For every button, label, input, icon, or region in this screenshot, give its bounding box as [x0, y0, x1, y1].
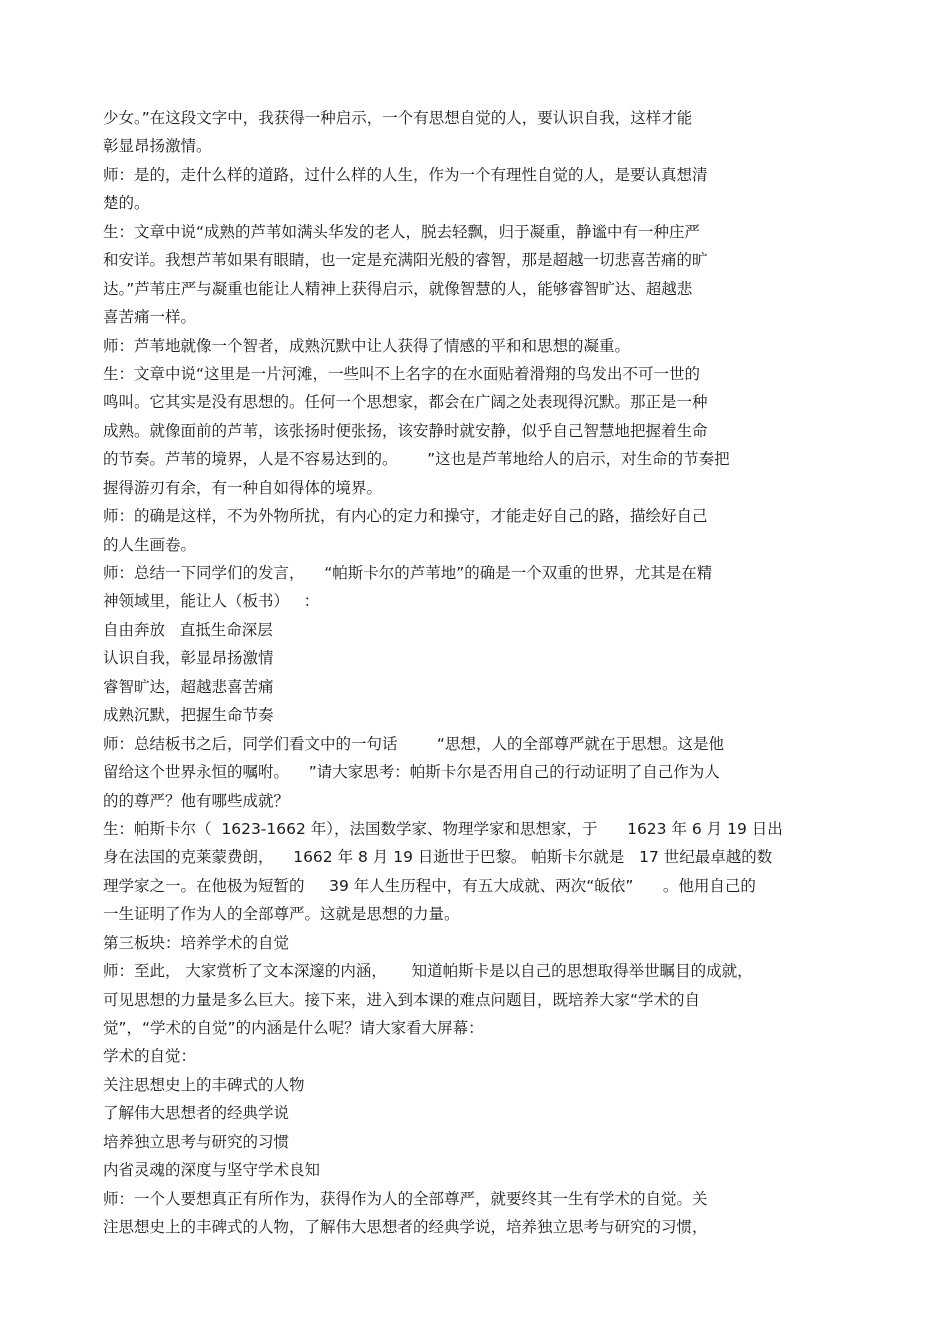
text-line: 彰显昂扬激情。 — [103, 137, 212, 156]
text-line: 成熟。就像面前的芦苇，该张扬时便张扬，该安静时就安静，似乎自己智慧地把握着生命 — [103, 421, 708, 440]
text-line: 师：一个人要想真正有所作为，获得作为人的全部尊严，就要终其一生有学术的自觉。关 — [103, 1189, 708, 1208]
text-line: 鸣叫。它其实是没有思想的。任何一个思想家，都会在广阔之处表现得沉默。那正是一种 — [103, 393, 708, 412]
text-line: 楚的。 — [103, 194, 150, 213]
text-line: 觉”，“学术的自觉”的内涵是什么呢？请大家看大屏幕： — [103, 1019, 484, 1037]
text-line: 握得游刃有余，有一种自如得体的境界。 — [103, 478, 383, 497]
list-item: 了解伟大思想者的经典学说 — [103, 1104, 290, 1123]
board-note-line: 睿智旷达，超越悲喜苦痛 — [103, 677, 274, 696]
list-heading: 学术的自觉： — [103, 1047, 197, 1066]
board-note-line: 认识自我，彰显昂扬激情 — [103, 649, 274, 668]
text-line: 师：至此， 大家赏析了文本深邃的内涵， 知道帕斯卡是以自己的思想取得举世瞩目的成就， — [103, 962, 753, 981]
text-line: 师：是的，走什么样的道路，过什么样的人生，作为一个有理性自觉的人，是要认真想清 — [103, 165, 708, 184]
text-line: 达。”芦苇庄严与凝重也能让人精神上获得启示，就像智慧的人，能够睿智旷达、超越悲 — [103, 279, 693, 298]
text-line: 生：帕斯卡尔（ 1623-1662 年），法国数学家、物理学家和思想家，于 1623 年 6 月 19 日出 — [103, 819, 783, 838]
document-body — [103, 104, 883, 1242]
board-note-line: 自由奔放 直抵生命深层 — [103, 620, 273, 639]
list-item: 内省灵魂的深度与坚守学术良知 — [103, 1161, 321, 1180]
text-line: 可见思想的力量是多么巨大。接下来，进入到本课的难点问题目，既培养大家“学术的自 — [103, 990, 701, 1009]
text-line: 的人生画卷。 — [103, 535, 197, 554]
text-line: 生：文章中说“这里是一片河滩，一些叫不上名字的在水面贴着滑翔的鸟发出不可一世的 — [103, 364, 701, 383]
text-line: 师：的确是这样，不为外物所扰，有内心的定力和操守，才能走好自己的路，描绘好自己 — [103, 507, 708, 526]
text-line: 注思想史上的丰碑式的人物，了解伟大思想者的经典学说，培养独立思考与研究的习惯， — [103, 1218, 708, 1237]
text-line: 师：总结一下同学们的发言， “帕斯卡尔的芦苇地”的确是一个双重的世界，尤其是在精 — [103, 564, 713, 582]
list-item: 培养独立思考与研究的习惯 — [103, 1132, 290, 1151]
text-line: 的节奏。芦苇的境界，人是不容易达到的。 ”这也是芦苇地给人的启示，对生命的节奏把 — [103, 450, 730, 469]
text-line: 身在法国的克莱蒙费朗， 1662 年 8 月 19 日逝世于巴黎。 帕斯卡尔就是 17 世纪最卓越的数 — [103, 848, 773, 867]
text-line: 师：总结板书之后，同学们看文中的一句话 “思想，人的全部尊严就在于思想。这是他 — [103, 734, 724, 753]
text-line: 留给这个世界永恒的嘱咐。 ”请大家思考：帕斯卡尔是否用自己的行动证明了自己作为人 — [103, 763, 720, 782]
text-line: 理学家之一。在他极为短暂的 39 年人生历程中，有五大成就、两次“皈依” 。他用自己的 — [103, 876, 756, 895]
text-line: 少女。”在这段文字中，我获得一种启示，一个有思想自觉的人，要认识自我，这样才能 — [103, 109, 693, 127]
section-heading: 第三板块：培养学术的自觉 — [103, 933, 290, 952]
text-line: 生：文章中说“成熟的芦苇如满头华发的老人，脱去轻飘，归于凝重，静谧中有一种庄严 — [103, 222, 701, 241]
list-item: 关注思想史上的丰碑式的人物 — [103, 1075, 305, 1094]
text-line: 的的尊严？他有哪些成就？ — [103, 791, 290, 810]
text-line: 和安详。我想芦苇如果有眼睛，也一定是充满阳光般的睿智，那是超越一切悲喜苦痛的旷 — [103, 251, 708, 270]
text-line: 喜苦痛一样。 — [103, 308, 197, 327]
text-line: 神领域里，能让人（板书） ： — [103, 592, 320, 611]
board-note-line: 成熟沉默，把握生命节奏 — [103, 706, 274, 725]
text-line: 师：芦苇地就像一个智者，成熟沉默中让人获得了情感的平和和思想的凝重。 — [103, 336, 631, 355]
text-line: 一生证明了作为人的全部尊严。这就是思想的力量。 — [103, 905, 460, 924]
